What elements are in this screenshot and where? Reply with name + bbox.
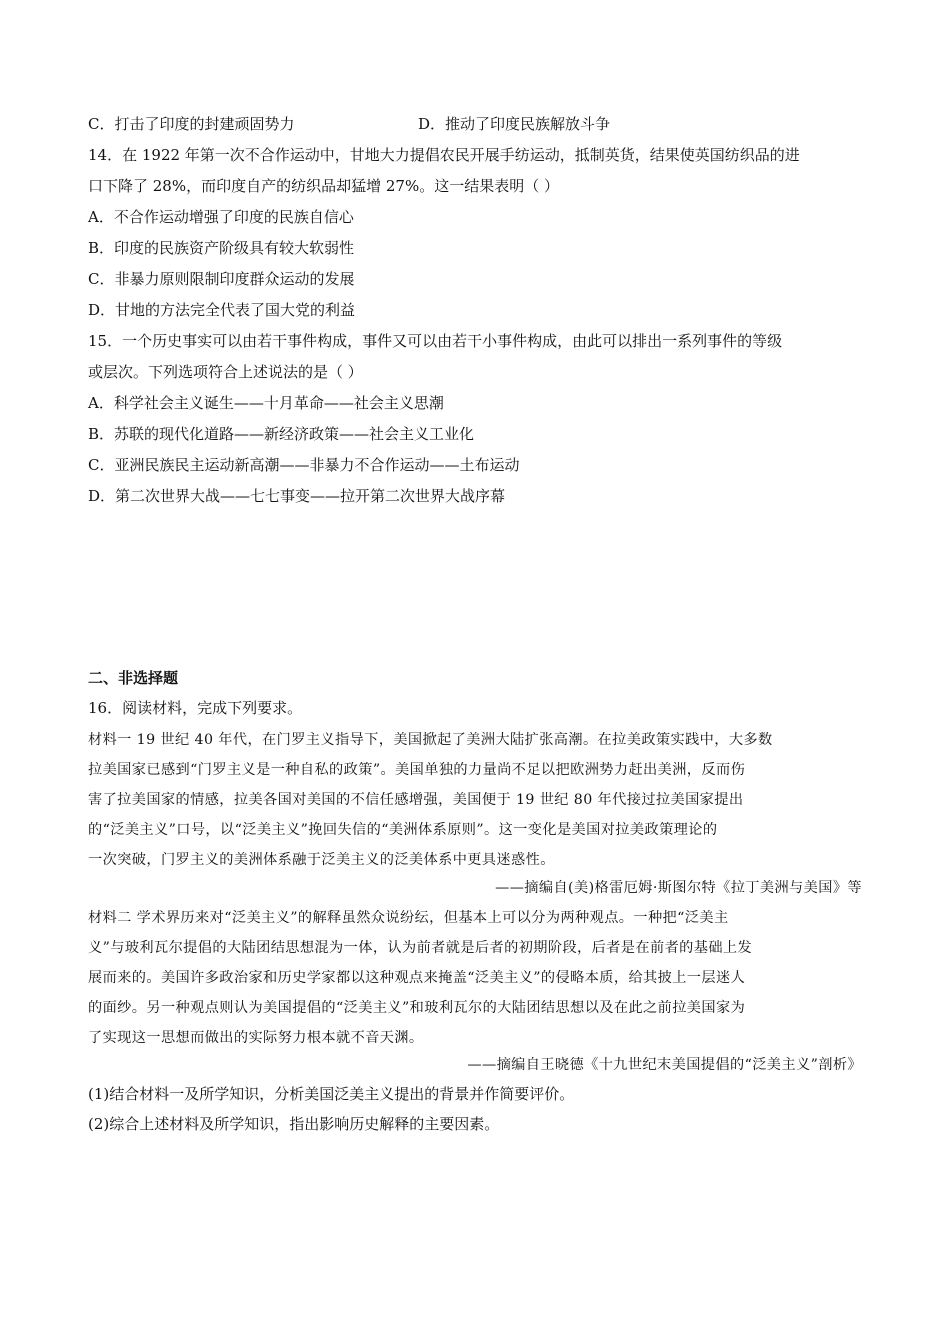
- q14-stem-line1: 14．在 1922 年第一次不合作运动中，甘地大力提倡农民开展手纺运动，抵制英货，结果使英国纺织品的进: [88, 146, 800, 164]
- q15-stem-line1: 15．一个历史事实可以由若干事件构成，事件又可以由若干小事件构成，由此可以排出一系列事件的等级: [88, 332, 783, 350]
- q16-subquestion-2: (2)综合上述材料及所学知识，指出影响历史解释的主要因素。: [88, 1115, 500, 1133]
- material1-line: 材料一 19 世纪 40 年代，在门罗主义指导下，美国掀起了美洲大陆扩张高潮。在拉美政策实践中，大多数: [88, 732, 773, 748]
- q15-option-d: D．第二次世界大战——七七事变——拉开第二次世界大战序幕: [88, 487, 506, 505]
- material2-line: 展而来的。美国许多政治家和历史学家都以这种观点来掩盖“泛美主义”的侵略本质，给其披上一层迷人: [88, 970, 746, 986]
- material2-line: 了实现这一思想而做出的实际努力根本就不音天渊。: [88, 1030, 424, 1046]
- q13-option-d: D．推动了印度民族解放斗争: [418, 115, 611, 133]
- q14-option-a: A．不合作运动增强了印度的民族自信心: [88, 208, 354, 226]
- material2-line: 的面纱。另一种观点则认为美国提倡的“泛美主义”和玻利瓦尔的大陆团结思想以及在此之前拉美国家为: [88, 1000, 746, 1016]
- q16-subquestion-1: (1)结合材料一及所学知识，分析美国泛美主义提出的背景并作简要评价。: [88, 1085, 575, 1103]
- q14-option-d: D．甘地的方法完全代表了国大党的利益: [88, 301, 356, 319]
- material1-line: 拉美国家已感到“门罗主义是一种自私的政策”。美国单独的力量尚不足以把欧洲势力赶出美洲，反而伤: [88, 762, 746, 778]
- q15-option-a: A．科学社会主义诞生——十月革命——社会主义思潮: [88, 394, 444, 412]
- material1-line: 的“泛美主义”口号，以“泛美主义”挽回失信的“美洲体系原则”。这一变化是美国对拉美政策理论的: [88, 822, 718, 838]
- q13-option-c: C．打击了印度的封建顽固势力: [88, 115, 295, 133]
- q14-option-c: C．非暴力原则限制印度群众运动的发展: [88, 270, 355, 288]
- q13-options-row: [88, 114, 868, 134]
- q14-stem-line2: 口下降了 28%，而印度自产的纺织品却猛增 27%。这一结果表明（ ）: [88, 177, 559, 195]
- material2-source: ——摘编自王晓德《十九世纪末美国提倡的“泛美主义”剖析》: [467, 1057, 862, 1073]
- material1-line: 一次突破，门罗主义的美洲体系融于泛美主义的泛美体系中更具迷惑性。: [88, 852, 555, 868]
- q15-stem-line2: 或层次。下列选项符合上述说法的是（ ）: [88, 363, 363, 381]
- material2-line: 义”与玻利瓦尔提倡的大陆团结思想混为一体，认为前者就是后者的初期阶段，后者是在前者的基础上发: [88, 940, 753, 956]
- q14-option-b: B．印度的民族资产阶级具有较大软弱性: [88, 239, 355, 257]
- q15-option-c: C．亚洲民族民主运动新高潮——非暴力不合作运动——土布运动: [88, 456, 520, 474]
- material1-source: ——摘编自(美)格雷厄姆·斯图尔特《拉丁美洲与美国》等: [495, 880, 862, 896]
- q15-option-b: B．苏联的现代化道路——新经济政策——社会主义工业化: [88, 425, 475, 443]
- q16-intro: 16．阅读材料，完成下列要求。: [88, 699, 303, 717]
- material2-line: 材料二 学术界历来对“泛美主义”的解释虽然众说纷纭，但基本上可以分为两种观点。一种把“泛美主: [88, 910, 729, 926]
- material1-line: 害了拉美国家的情感，拉美各国对美国的不信任感增强，美国便于 19 世纪 80 年代接过拉美国家提出: [88, 792, 744, 808]
- section-heading: 二、非选择题: [88, 669, 179, 687]
